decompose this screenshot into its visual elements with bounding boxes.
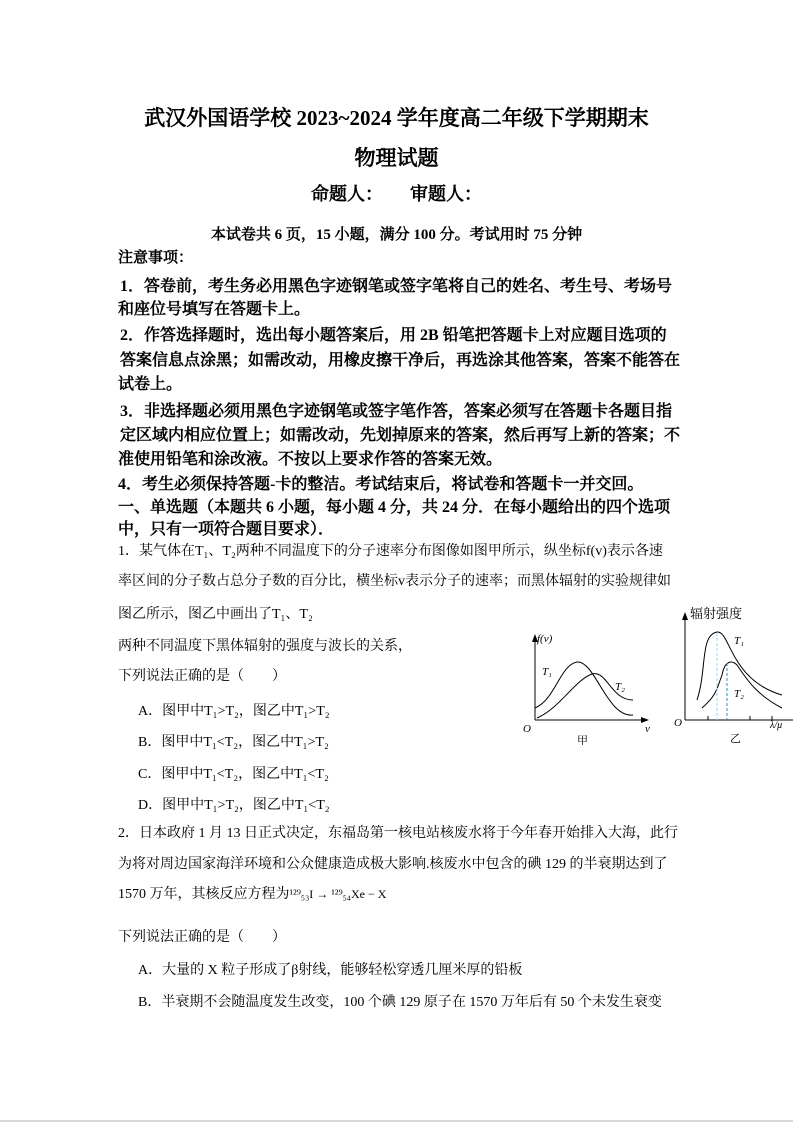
q1-line3: 图乙所示，图乙中画出了T₁、T₂ (118, 607, 313, 622)
note-line: 答案信息点涂黑；如需改动，用橡皮擦干净后，再选涂其他答案，答案不能答在 (120, 352, 681, 369)
q1-line2: 率区间的分子数占总分子数的百分比，横坐标v表示分子的速率；而黑体辐射的实验规律如 (118, 574, 671, 589)
note-line: 准使用铅笔和涂改液。不按以上要求作答的答案无效。 (118, 451, 503, 468)
title-line2: 物理试题 (354, 146, 439, 170)
q1-option-d: D．图甲中T₁>T₂，图乙中T₁<T₂ (138, 798, 330, 813)
fig-b-t1: T₁ (734, 635, 744, 647)
figure-b-blackbody (672, 600, 793, 745)
authors: 命题人： 审题人： (311, 184, 482, 204)
fig-a-ylabel: f(v) (537, 633, 553, 645)
title-line1: 武汉外国语学校 2023~2024 学年度高二年级下学期期末 (144, 106, 649, 130)
fig-b-t2: T₂ (734, 688, 744, 700)
fig-b-ylabel: 辐射强度 (690, 606, 743, 621)
q2-line3 (118, 883, 386, 903)
figure-a-speed-distribution (515, 630, 655, 745)
q2-line1: 2．日本政府 1 月 13 日正式决定，东福岛第一核电站核废水将于今年春开始排入大海，此行 (118, 826, 678, 841)
q1-line1: 1．某气体在T₁、T₂两种不同温度下的分子速率分布图像如图甲所示，纵坐标f(v)表示各速 (118, 544, 663, 559)
note-line: 4．考生必须保持答题-卡的整洁。考试结束后，将试卷和答题卡一并交回。 (118, 476, 644, 493)
fig-a-t2: T₂ (615, 681, 625, 693)
note-line: 3．非选择题必须用黑色字迹钢笔或签字笔作答，答案必须写在答题卡各题目指 (120, 403, 673, 420)
note-line: 1．答卷前，考生务必用黑色字迹钢笔或签字笔将自己的姓名、考生号、考场号 (120, 278, 673, 295)
q2-line3-text: 1570 万年，其核反应方程为 (118, 887, 290, 902)
q1-line4: 两种不同温度下黑体辐射的强度与波长的关系， (118, 639, 412, 654)
fig-a-xlabel: v (645, 723, 650, 735)
section1-line1: 一、单选题（本题共 6 小题，每小题 4 分，共 24 分．在每小题给出的四个选项 (118, 499, 671, 516)
q2-equation: ¹²⁹₅₃I → ¹²⁹₅₄Xe − X (289, 887, 387, 901)
notes-heading: 注意事项： (118, 250, 194, 266)
q1-line5: 下列说法正确的是（ ） (118, 669, 286, 684)
note-line: 2．作答选择题时，选出每小题答案后，用 2B 铅笔把答题卡上对应题目选项的 (120, 327, 667, 344)
fig-a-caption: 甲 (577, 735, 588, 745)
q2-line2: 为将对周边国家海洋环境和公众健康造成极大影响.核废水中包含的碘 129 的半衰期达到了 (118, 857, 668, 872)
fig-a-t1: T₁ (542, 666, 552, 678)
fig-b-caption: 乙 (730, 733, 741, 745)
section1-line2: 中，只有一项符合题目要求）． (118, 521, 335, 538)
q2-option-b: B．半衰期不会随温度发生改变，100 个碘 129 原子在 1570 万年后有 50 个未发生衰变 (138, 995, 662, 1010)
note-line: 定区域内相应位置上；如需改动，先划掉原来的答案，然后再写上新的答案；不 (120, 427, 681, 444)
fig-b-xlabel: λ/μ (770, 720, 783, 731)
exam-info: 本试卷共 6 页，15 小题，满分 100 分。考试用时 75 分钟 (210, 227, 583, 243)
q1-option-b: B．图甲中T₁<T₂，图乙中T₁>T₂ (138, 735, 329, 750)
q2-line4: 下列说法正确的是（ ） (118, 930, 286, 945)
fig-b-origin: O (674, 717, 682, 729)
q1-option-a: A．图甲中T₁>T₂，图乙中T₁>T₂ (138, 704, 330, 719)
fig-a-origin: O (523, 723, 531, 735)
q2-option-a: A．大量的 X 粒子形成了β射线，能够轻松穿透几厘米厚的铅板 (138, 963, 523, 978)
q1-option-c: C．图甲中T₁<T₂，图乙中T₁<T₂ (138, 767, 329, 782)
note-line: 试卷上。 (118, 376, 183, 393)
note-line: 和座位号填写在答题卡上。 (118, 301, 311, 318)
